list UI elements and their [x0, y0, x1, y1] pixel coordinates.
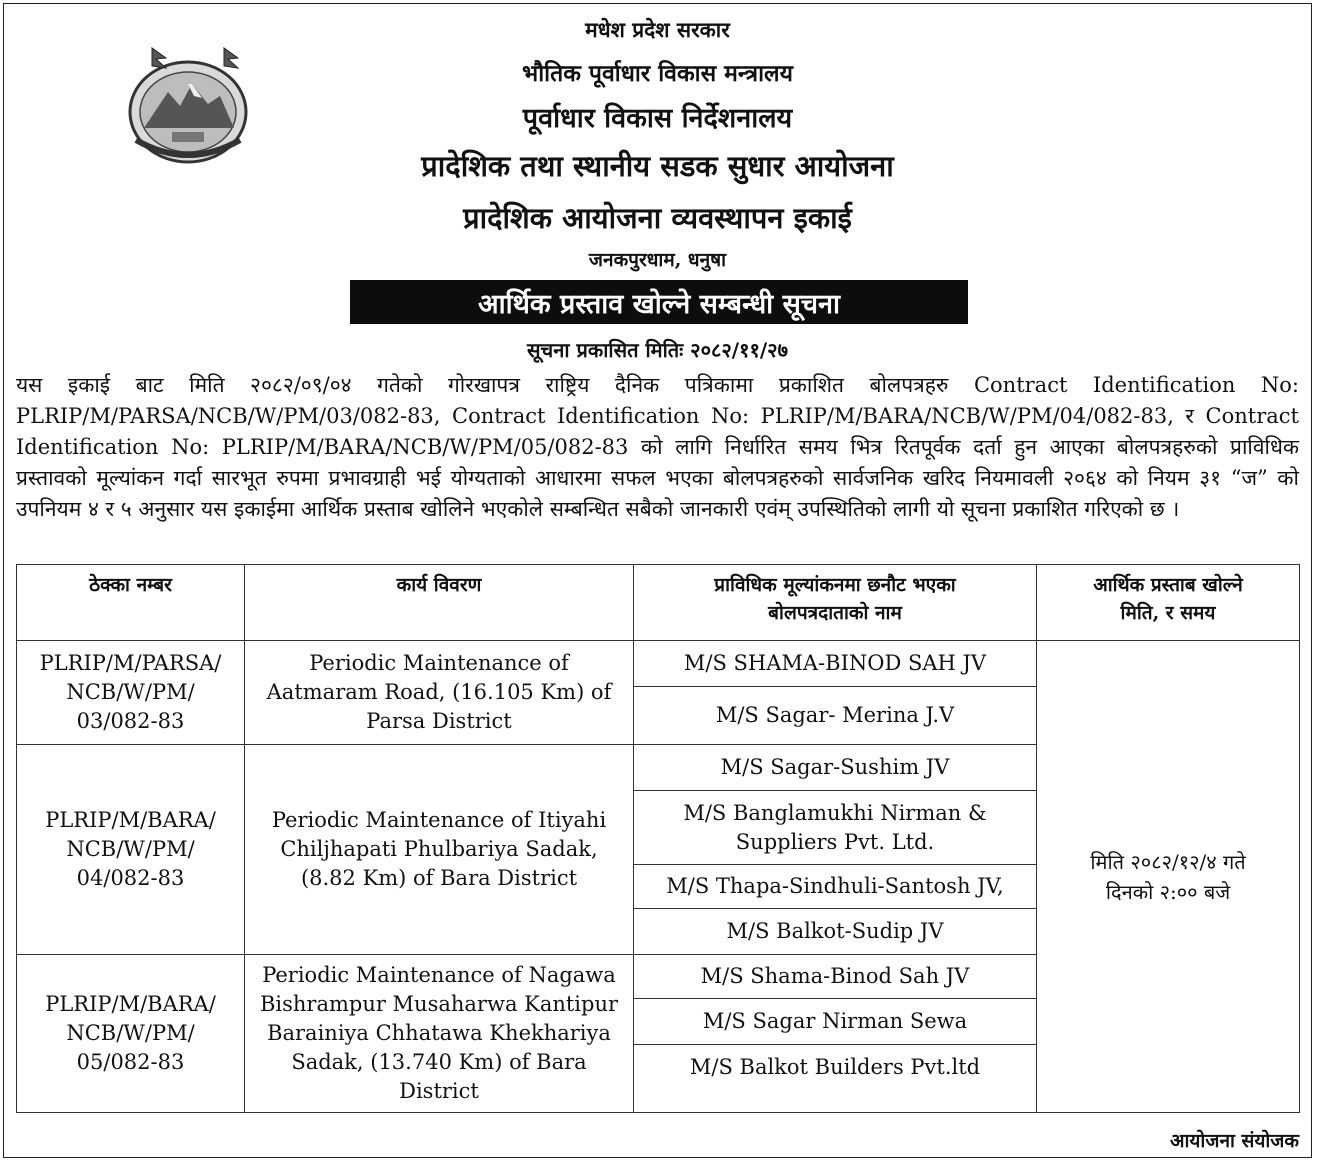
table-row — [17, 641, 1300, 687]
description-line: Periodic Maintenance of — [309, 651, 569, 675]
description-line: District — [399, 1079, 479, 1103]
description-line: Chiljhapati Phulbariya Sadak, — [280, 837, 598, 861]
description-line: Barainiya Chhatawa Khekhariya — [267, 1021, 611, 1045]
contract-line: NCB/W/PM/ — [66, 837, 195, 861]
header-contract-label: ठेक्का नम्बर — [89, 574, 172, 596]
description-line: Bishrampur Musaharwa Kantipur — [259, 992, 619, 1016]
header-bidders — [634, 565, 1037, 641]
description-line: (8.82 Km) of Bara District — [300, 866, 578, 890]
description-line: Parsa District — [366, 709, 512, 733]
bidder-name: M/S Balkot-Sudip JV — [634, 909, 1037, 955]
bidder-name: M/S Sagar-Sushim JV — [634, 745, 1037, 791]
contract-line: PLRIP/M/BARA/ — [45, 808, 216, 832]
published-date: सूचना प्रकासित मितिः २०८२/११/२७ — [527, 338, 788, 362]
opening-date-line1: मिति २०८२/१२/४ गते — [1090, 849, 1246, 874]
bidder-line: Suppliers Pvt. Ltd. — [735, 829, 935, 854]
header-date-line2: मिति, र समय — [1120, 602, 1216, 624]
header-project: प्रादेशिक तथा स्थानीय सडक सुधार आयोजना — [421, 149, 894, 183]
contract-number — [17, 745, 245, 955]
contract-line: NCB/W/PM/ — [66, 1021, 195, 1045]
bidder-name: M/S Sagar Nirman Sewa — [634, 999, 1037, 1045]
signatory: आयोजना संयोजक — [1169, 1130, 1299, 1152]
contract-line: PLRIP/M/PARSA/ — [39, 651, 222, 675]
notice-body: यस इकाई बाट मिति २०८२/०९/०४ गतेको गोरखापत्र राष्ट्रिय दैनिक पत्रिकामा प्रकाशित बोलपत्रहरु Contract Identification No: PLRIP/M/PARSA/NCB/W/PM/03/082-83, Contract Identification No: PLRIP/M/BARA/NCB/W/PM/04/082-83, र Contract Identification No: PLRIP/M/BARA/NCB/W/PM/05/082-83 को लागि निर्धारित समय भित्र रितपूर्वक दर्ता हुन आएका बोलपत्रहरुको प्राविधिक प्रस्तावको मूल्यांकन गर्दा सारभूत रुपमा प्रभावग्राही भई योग्यताको आधारमा सफल भएका बोलपत्रहरुको सार्वजनिक खरिद नियमावली २०६४ को नियम ३१ “ज” को उपनियम ४ र ५ अनुसार यस इकाईमा आर्थिक प्रस्ताब खोलिने भएकोले सम्बन्धित सबैको जानकारी एवंम् उपस्थितिको लागी यो सूचना प्रकाशित गरिएको छ । — [16, 373, 1299, 521]
description-line: Periodic Maintenance of Itiyahi — [271, 808, 607, 832]
header-bidders-line1: प्राविधिक मूल्यांकनमा छनौट भएका — [714, 574, 956, 596]
header-directorate: पूर्वाधार विकास निर्देशनालय — [522, 103, 793, 134]
header-province: मधेश प्रदेश सरकार — [585, 17, 730, 42]
contract-line: 04/082-83 — [76, 866, 185, 890]
contract-line: PLRIP/M/BARA/ — [45, 992, 216, 1016]
table-header-row — [17, 565, 1300, 641]
opening-date-line2: दिनको २:०० बजे — [1105, 879, 1231, 904]
bid-table — [16, 564, 1300, 1113]
bidder-name: M/S Shama-Binod Sah JV — [634, 955, 1037, 999]
header-description-label: कार्य विवरण — [396, 574, 482, 596]
description-line: Periodic Maintenance of Nagawa — [262, 963, 616, 987]
header-ministry: भौतिक पूर्वाधार विकास मन्त्रालय — [522, 60, 793, 87]
header-location: जनकपुरधाम, धनुषा — [588, 249, 727, 271]
work-description — [245, 641, 634, 745]
description-line: Sadak, (13.740 Km) of Bara — [291, 1050, 587, 1074]
notice-title: आर्थिक प्रस्ताव खोल्ने सम्बन्धी सूचना — [350, 280, 968, 324]
bidder-line: M/S Banglamukhi Nirman & — [683, 800, 987, 825]
header-unit: प्रादेशिक आयोजना व्यवस्थापन इकाई — [463, 201, 852, 235]
description-line: Aatmaram Road, (16.105 Km) of — [266, 680, 612, 704]
bidder-name: M/S Balkot Builders Pvt.ltd — [634, 1045, 1037, 1113]
header-date-line1: आर्थिक प्रस्ताब खोल्ने — [1093, 574, 1243, 596]
bidder-name: M/S Thapa-Sindhuli-Santosh JV, — [634, 865, 1037, 909]
bidder-name: M/S Sagar- Merina J.V — [634, 687, 1037, 745]
bidder-name — [634, 791, 1037, 865]
work-description — [245, 745, 634, 955]
work-description — [245, 955, 634, 1113]
contract-number — [17, 955, 245, 1113]
header-bidders-line2: बोलपत्रदाताको नाम — [768, 602, 902, 624]
header-opening-date — [1037, 565, 1300, 641]
contract-line: NCB/W/PM/ — [66, 680, 195, 704]
opening-date-time — [1037, 641, 1300, 1113]
contract-line: 03/082-83 — [76, 709, 185, 733]
header-description — [245, 565, 634, 641]
header-contract — [17, 565, 245, 641]
contract-line: 05/082-83 — [76, 1050, 185, 1074]
bidder-name: M/S SHAMA-BINOD SAH JV — [634, 641, 1037, 687]
contract-number — [17, 641, 245, 745]
notice-page — [3, 3, 1312, 1158]
